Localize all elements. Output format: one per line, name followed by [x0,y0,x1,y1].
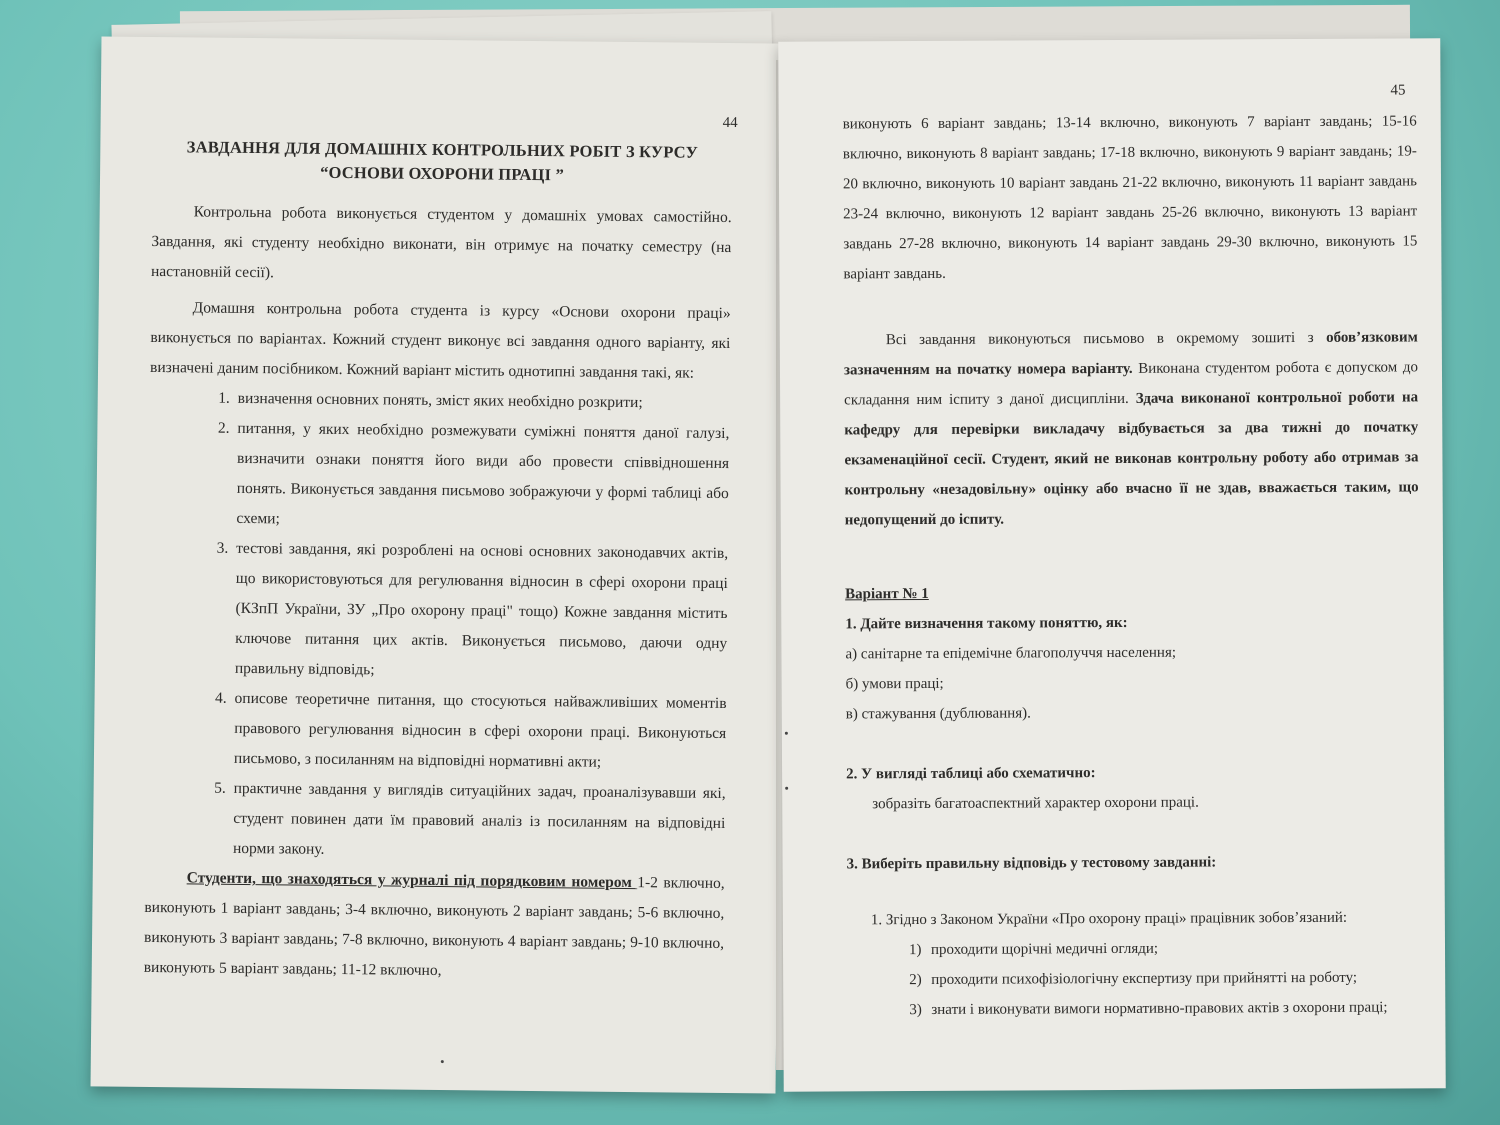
list-item: в) стажування (дублювання). [845,705,1031,723]
option-text: знати і виконувати вимоги нормативно-правових актів з охорони праці; [931,999,1388,1018]
paper-speck [785,787,788,790]
test-question [847,902,1421,935]
page-number: 45 [1390,82,1406,99]
title-line-1: ЗАВДАННЯ ДЛЯ ДОМАШНІХ КОНТРОЛЬНИХ РОБІТ З КУРСУ [186,137,699,162]
paragraph-students [144,863,725,989]
left-page-body [144,135,733,989]
question-3: 3. Виберіть правильну відповідь у тестовому завданні: [846,854,1217,873]
paper-speck [441,1060,444,1063]
variant-title: Варіант № 1 [845,585,929,603]
paragraph-variant-continuation: виконують 6 варіант завдань; 13-14 включно, виконують 7 варіант завдань; 15-16 включно, виконують 8 варіант завдань; 17-18 включно, виконують 9 варіант завдань; 19-20 включно, виконують 10 варіант завдань 21-22 включно, виконують 11 варіант завдань 23-24 включно, виконують 12 варіант завдань 25-26 включно, виконують 13 варіант завдань 27-28 включно, виконують 14 варіант завдань 29-30 включно, виконують 15 варіант завдань. [842,113,1418,283]
test-question-text: Згідно з Законом України «Про охорону праці» працівник зобов’язаний: [885,909,1348,929]
students-heading: Студенти, що знаходяться у журналі під порядковим номером [186,869,638,892]
list-item [909,992,1421,1025]
list-item: 4. описове теоретичне питання, що стосуються найважливіших моментів правового регулювання відносин в сфері охорони праці. Виконуються письмово, з посиланням на відповідні нормативні акти; [230,684,727,779]
list-item: 1. визначення основних понять, зміст яких необхідно розкрити; [234,384,730,419]
rules-text: Виконана студентом робота є допуском до складання ним іспиту з даної дисципліни. [844,359,1418,409]
paragraph-intro: Контрольна робота виконується студентом у домашніх умовах самостійно. Завдання, які студенту необхідно виконати, він отримує на початку семестру (на настановній сесії). [150,203,732,282]
rules-text: Всі завдання виконуються письмово в окремому зошиті з [885,329,1327,349]
task-list [145,383,730,869]
right-page [778,38,1445,1091]
question-2: 2. У вигляді таблиці або схематично: [846,765,1096,783]
option-number: 3) [909,1002,922,1019]
students-variants: 1-2 включно, виконують 1 варіант завдань; 3-4 включно, виконують 2 варіант завдань; 5-6 включно, виконують 3 варіант завдань; 7-8 включно, виконують 4 варіант завдань; 9-10 включно, виконують 5 варіант завдань; 11-12 включно, [143,874,725,980]
rules-bold-text: обов’язковим зазначенням на початку номера варіанту. [843,329,1418,379]
question-2-text: зобразіть багатоаспектний характер охорони праці. [872,794,1199,813]
list-item: 3. тестові завдання, які розроблені на основі основних законодавчих актів, що використовуються для регулювання відносин в сфері охорони праці (КЗпП України, ЗУ „Про охорону праці" тощо) Кожне завдання містить ключове питання цих актів. Виконується письмово, даючи одну правильну відповідь; [231,534,729,689]
list-item: 2. питання, у яких необхідно розмежувати суміжні поняття даної галузі, визначити ознаки поняття його види або провести співвідношення понять. Виконується завдання письмово зображуючи у формі таблиці або схеми; [232,414,729,539]
test-number: 1. [870,912,883,929]
option-number: 2) [909,972,922,989]
title-line-2: “ОСНОВИ ОХОРОНИ ПРАЦІ ” [320,162,565,185]
left-page [91,36,787,1093]
option-number: 1) [908,942,922,959]
page-title [152,135,732,189]
test-options [847,932,1421,1025]
paper-speck [785,732,788,735]
rules-bold-text: Здача виконаної контрольної роботи на кафедру для перевірки викладачу відбувається за два тижні до початку екзаменаційної сесії. Студент, який не виконав контрольну роботу або отримав за контрольну «незадовільну» оцінку або вчасно її не здав, вважається таким, що недопущений до іспиту. [844,389,1419,529]
page-number: 44 [722,114,738,132]
paragraph-variants: Домашня контрольна робота студента із курсу «Основи охорони праці» виконується по варіантах. Кожний студент виконує всі завдання одного варіанту, які визначені даним посібником. Кожний варіант містить однотипні завдання такі, як: [149,299,731,382]
question-1: 1. Дайте визначення такому поняттю, як: [845,614,1128,633]
paragraph-rules [844,322,1419,535]
list-item: а) санітарне та епідемічне благополуччя населення; [845,644,1177,663]
list-item [909,962,1421,995]
list-item: 5. практичне завдання у виглядів ситуаційних задач, проаналізувавши які, студент повинен дати їм правовий аналіз із посиланням на відповідні норми закону. [229,774,726,869]
option-text: проходити щорічні медичні огляди; [930,940,1159,958]
right-page-body [843,106,1422,1025]
option-text: проходити психофізіологічну експертизу при прийнятті на роботу; [931,969,1358,988]
list-item: б) умови праці; [845,675,944,693]
list-item [909,932,1421,965]
